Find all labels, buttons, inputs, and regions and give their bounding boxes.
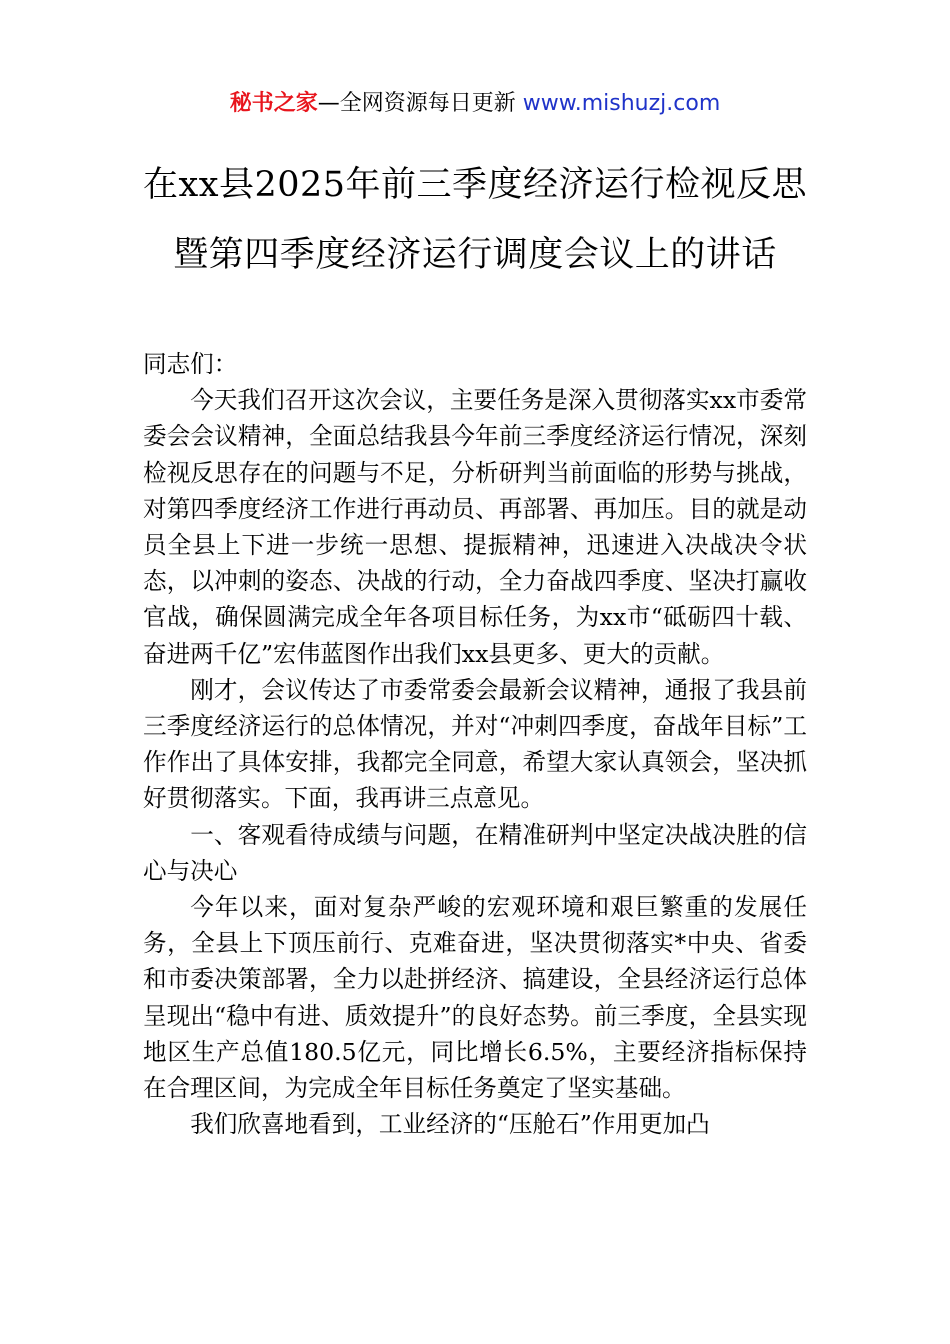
document-title [60,160,890,300]
salutation: 同志们： [143,350,238,378]
body-paragraph: 我们欣喜地看到，工业经济的“压舱石”作用更加凸 [190,1110,710,1139]
document-title-line-2: 暨第四季度经济运行调度会议上的讲话 [173,235,777,275]
site-brand-name: 秘书之家 [229,91,318,116]
site-tagline: —全网资源每日更新 [317,91,523,116]
body-paragraph: 今年以来，面对复杂严峻的宏观环境和艰巨繁重的发展任务，全县上下顶压前行、克难奋进，坚决贯彻落实*中央、省委和市委决策部署，全力以赴拼经济、搞建设，全县经济运行总体呈现出“稳中有进、质效提升”的良好态势。前三季度，全县实现地区生产总值180.5亿元，同比增长6.5%，主要经济指标保持在合理区间，为完成全年目标任务奠定了坚实基础。 [143,893,807,1103]
document-title-line-1: 在xx县2025年前三季度经济运行检视反思 [142,165,808,205]
body-paragraph: 刚才，会议传达了市委常委会最新会议精神，通报了我县前三季度经济运行的总体情况，并对“冲刺四季度，奋战年目标”工作作出了具体安排，我都完全同意，希望大家认真领会，坚决抓好贯彻落实。下面，我再讲三点意见。 [143,675,807,813]
site-header-banner [0,88,950,120]
site-url-link[interactable]: www.mishuzj.com [522,91,721,116]
document-body [143,346,807,1142]
section-heading: 一、客观看待成绩与问题，在精准研判中坚定决战决胜的信心与决心 [143,820,807,885]
body-paragraph: 今天我们召开这次会议，主要任务是深入贯彻落实xx市委常委会会议精神，全面总结我县今年前三季度经济运行情况，深刻检视反思存在的问题与不足，分析研判当前面临的形势与挑战，对第四季度经济工作进行再动员、再部署、再加压。目的就是动员全县上下进一步统一思想、提振精神，迅速进入决战决令状态，以冲刺的姿态、决战的行动，全力奋战四季度、坚决打赢收官战，确保圆满完成全年各项目标任务，为xx市“砥砺四十载、奋进两千亿”宏伟蓝图作出我们xx县更多、更大的贡献。 [143,386,807,668]
